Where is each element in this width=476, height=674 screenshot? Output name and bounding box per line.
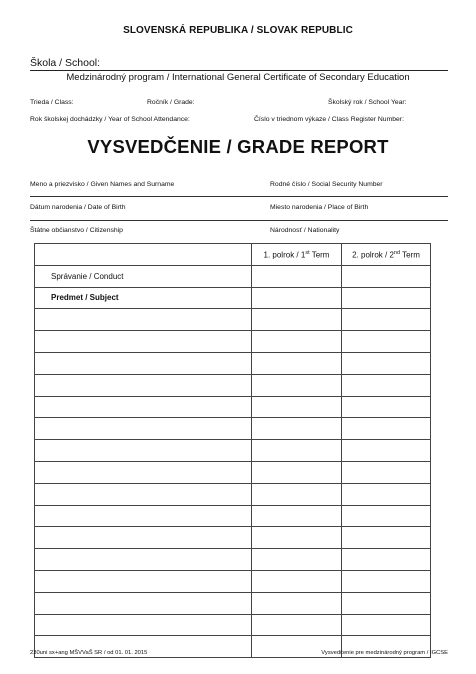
grade-cell[interactable] — [252, 461, 342, 483]
table-row — [35, 352, 431, 374]
grade-cell[interactable] — [252, 352, 342, 374]
table-row — [35, 527, 431, 549]
grade-cell[interactable] — [342, 331, 431, 353]
grade-table — [34, 243, 431, 658]
grade-cell[interactable] — [342, 505, 431, 527]
conduct-label: Správanie / Conduct — [35, 265, 252, 287]
grade-cell[interactable] — [252, 287, 342, 309]
name-label: Meno a priezvisko / Given Names and Surname — [30, 181, 175, 188]
table-row — [35, 614, 431, 636]
grade-cell[interactable] — [342, 396, 431, 418]
footer-form-code: 230uni sx+ang MŠVVaŠ SR / od 01. 01. 2015 — [30, 650, 148, 656]
subject-cell[interactable] — [35, 570, 252, 592]
grade-cell[interactable] — [252, 440, 342, 462]
subject-cell[interactable] — [35, 418, 252, 440]
subject-cell[interactable] — [35, 549, 252, 571]
table-row — [35, 505, 431, 527]
subject-cell[interactable] — [35, 440, 252, 462]
grade-cell[interactable] — [252, 527, 342, 549]
table-row — [35, 592, 431, 614]
grade-cell[interactable] — [252, 505, 342, 527]
footer-form-title: Vysvedčenie pre medzinárodný program / IGCSE — [321, 650, 448, 656]
subject-cell[interactable] — [35, 396, 252, 418]
grade-cell[interactable] — [252, 549, 342, 571]
class-label: Trieda / Class: — [30, 99, 74, 106]
grade-cell[interactable] — [252, 374, 342, 396]
attendance-year-label: Rok školskej dochádzky / Year of School Attendance: — [30, 116, 190, 123]
grade-cell[interactable] — [342, 549, 431, 571]
grade-cell[interactable] — [342, 418, 431, 440]
grade-cell[interactable] — [342, 309, 431, 331]
school-field-line — [30, 70, 448, 71]
table-row — [35, 309, 431, 331]
grade-cell[interactable] — [342, 592, 431, 614]
subject-cell[interactable] — [35, 592, 252, 614]
program-heading: Medzinárodný program / International General Certificate of Secondary Education — [66, 72, 410, 83]
subject-label: Predmet / Subject — [35, 287, 252, 309]
nationality-label: Národnosť / Nationality — [270, 227, 340, 234]
conduct-row — [35, 265, 431, 287]
grade-cell[interactable] — [252, 592, 342, 614]
school-label: Škola / School: — [30, 57, 101, 69]
citizenship-label: Štátne občianstvo / Citizenship — [30, 227, 123, 234]
grade-cell[interactable] — [342, 352, 431, 374]
table-row — [35, 440, 431, 462]
table-row — [35, 396, 431, 418]
grade-cell[interactable] — [342, 374, 431, 396]
subject-cell[interactable] — [35, 483, 252, 505]
grade-cell[interactable] — [252, 570, 342, 592]
subject-cell[interactable] — [35, 461, 252, 483]
grade-cell[interactable] — [342, 440, 431, 462]
grade-cell[interactable] — [342, 287, 431, 309]
term1-header: 1. polrok / 1st Term — [252, 244, 342, 266]
pob-label: Miesto narodenia / Place of Birth — [270, 204, 369, 211]
grade-cell[interactable] — [342, 527, 431, 549]
grade-cell[interactable] — [342, 461, 431, 483]
subject-cell[interactable] — [35, 374, 252, 396]
subject-cell[interactable] — [35, 331, 252, 353]
grade-cell[interactable] — [252, 309, 342, 331]
ssn-label: Rodné číslo / Social Security Number — [270, 181, 383, 188]
grade-cell[interactable] — [252, 418, 342, 440]
grade-cell[interactable] — [342, 570, 431, 592]
subject-header-row — [35, 287, 431, 309]
subject-cell[interactable] — [35, 527, 252, 549]
term2-header: 2. polrok / 2nd Term — [342, 244, 431, 266]
table-row — [35, 570, 431, 592]
class-register-label: Číslo v triednom výkaze / Class Register Number: — [254, 116, 404, 123]
grade-cell[interactable] — [252, 614, 342, 636]
table-row — [35, 549, 431, 571]
grade-cell[interactable] — [342, 265, 431, 287]
school-year-label: Školský rok / School Year: — [328, 99, 407, 106]
grade-cell[interactable] — [252, 396, 342, 418]
separator-line — [30, 220, 448, 221]
grade-cell[interactable] — [342, 483, 431, 505]
table-row — [35, 331, 431, 353]
grade-cell[interactable] — [252, 483, 342, 505]
grade-label: Ročník / Grade: — [147, 99, 195, 106]
grade-cell[interactable] — [252, 265, 342, 287]
document-title: VYSVEDČENIE / GRADE REPORT — [87, 136, 389, 157]
subject-cell[interactable] — [35, 352, 252, 374]
dob-label: Dátum narodenia / Date of Birth — [30, 204, 126, 211]
header-blank-cell — [35, 244, 252, 266]
table-row — [35, 418, 431, 440]
subject-cell[interactable] — [35, 309, 252, 331]
table-row — [35, 461, 431, 483]
grade-cell[interactable] — [342, 614, 431, 636]
separator-line — [30, 196, 448, 197]
subject-cell[interactable] — [35, 505, 252, 527]
subject-cell[interactable] — [35, 614, 252, 636]
table-header-row — [35, 244, 431, 266]
grade-cell[interactable] — [252, 331, 342, 353]
table-row — [35, 483, 431, 505]
table-row — [35, 374, 431, 396]
country-heading: SLOVENSKÁ REPUBLIKA / SLOVAK REPUBLIC — [123, 25, 353, 36]
